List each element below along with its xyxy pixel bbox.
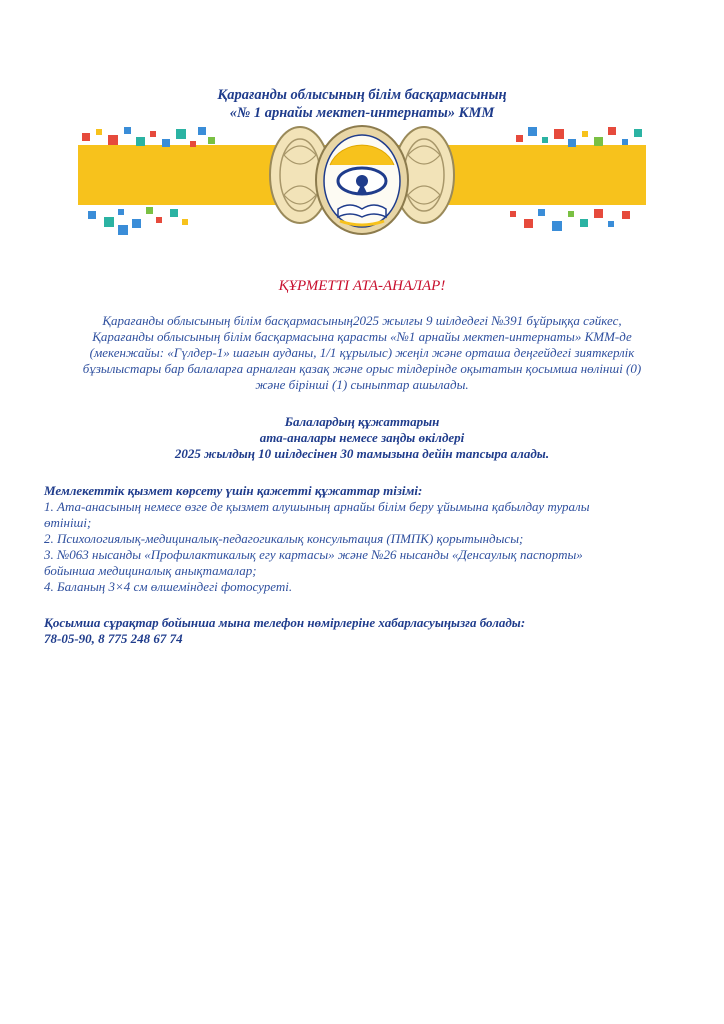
- list-item: 4. Баланың 3×4 см өлшеміндегі фотосуреті.: [44, 579, 293, 594]
- documents-notice: [0, 414, 724, 462]
- list-item: бойынша медициналық анықтамалар;: [44, 563, 257, 578]
- header-line-2: «№ 1 арнайы мектеп-интернаты» КММ: [229, 105, 495, 121]
- page-title: ҚҰРМЕТТІ АТА-АНАЛАР!: [278, 278, 446, 294]
- intro-line: Қарағанды облысының білім басқармасына қарасты «№1 арнайы мектеп-интернаты» КММ-де: [92, 329, 632, 344]
- intro-line: және бірінші (1) сыныптар ашылады.: [255, 377, 469, 392]
- notice-line: 2025 жылдың 10 шілдесінен 30 тамызына дейін тапсыра алады.: [174, 446, 550, 461]
- intro-paragraph: [52, 313, 672, 393]
- notice-line: ата-аналары немесе заңды өкілдері: [259, 430, 465, 445]
- intro-line: (мекенжайы: «Гүлдер-1» шағын ауданы, 1/1 құрылыс) жеңіл және орташа деңгейдегі зияткерлік: [89, 345, 635, 360]
- contact-info: [44, 615, 684, 647]
- required-documents-list: [44, 483, 684, 595]
- header-line-1: Қарағанды облысының білім басқармасының: [217, 87, 507, 103]
- school-header: [0, 86, 724, 122]
- documents-list-title: Мемлекеттік қызмет көрсету үшін қажетті құжаттар тізімі:: [44, 483, 423, 498]
- contact-text: Қосымша сұрақтар бойынша мына телефон нөмірлеріне хабарласуыңызға болады:: [44, 615, 526, 630]
- list-item: 3. №063 нысанды «Профилактикалық егу картасы» және №26 нысанды «Денсаулық паспорты»: [44, 547, 583, 562]
- intro-line: бұзылыстары бар балаларға арналған қазақ және орыс тілдерінде оқытатын қосымша нөлінші (0): [82, 361, 642, 376]
- school-emblem-icon: [316, 126, 408, 234]
- banner-graphic: [78, 125, 646, 237]
- header-banner: [78, 125, 646, 237]
- list-item: 2. Психологиялық-медициналық-педагогикалық консультация (ПМПК) қорытындысы;: [44, 531, 524, 546]
- list-item: өтініші;: [44, 515, 92, 530]
- intro-line: Қарағанды облысының білім басқармасының2025 жылғы 9 шілдедегі №391 бұйрыққа сәйкес,: [102, 313, 622, 328]
- phone-numbers: 78-05-90, 8 775 248 67 74: [44, 631, 183, 646]
- list-item: 1. Ата-анасының немесе өзге де қызмет алушының арнайы білім беру ұйымына қабылдау туралы: [44, 499, 590, 514]
- notice-line: Балалардың құжаттарын: [284, 414, 440, 429]
